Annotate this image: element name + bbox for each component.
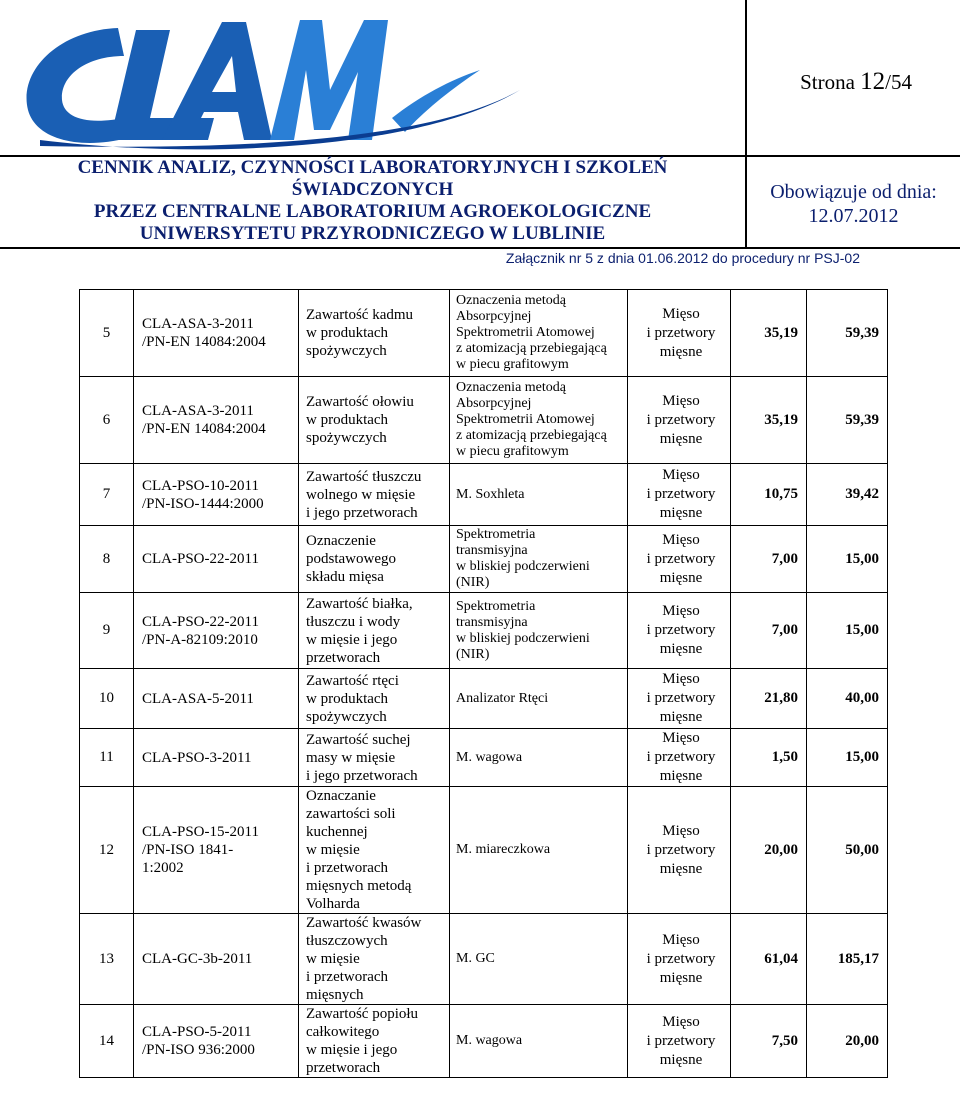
cell-line: masy w mięsie bbox=[306, 749, 396, 766]
material-type bbox=[628, 669, 731, 729]
analysis-description bbox=[299, 669, 450, 729]
cell-line: mięsne bbox=[659, 430, 703, 447]
cell-line: w piecu grafitowym bbox=[456, 357, 569, 372]
cell-line: /PN-EN 14084:2004 bbox=[142, 421, 266, 437]
cell-line: CLA-ASA-5-2011 bbox=[142, 690, 254, 707]
cell-line: Zawartość tłuszczu bbox=[306, 468, 422, 485]
procedure-code bbox=[134, 729, 299, 787]
table-row bbox=[80, 464, 888, 526]
cell-line: Oznaczenie bbox=[306, 533, 376, 549]
cell-line: mięsne bbox=[659, 1051, 703, 1068]
cell-line: Zawartość ołowiu bbox=[306, 394, 414, 410]
price-2: 185,17 bbox=[807, 914, 888, 1005]
cell-line: CLA-PSO-3-2011 bbox=[142, 749, 252, 766]
cell-line: M. wagowa bbox=[456, 749, 523, 765]
cell-line: zawartości soli bbox=[306, 806, 396, 822]
procedure-code bbox=[134, 593, 299, 669]
cell-line: i jego przetworach bbox=[306, 504, 418, 521]
cell-line: z atomizacją przebiegającą bbox=[456, 341, 607, 356]
analysis-description bbox=[299, 787, 450, 914]
procedure-code bbox=[134, 914, 299, 1005]
price-2: 15,00 bbox=[807, 729, 888, 787]
row-number: 11 bbox=[80, 729, 134, 787]
cell-line: w mięsie bbox=[306, 842, 360, 858]
analysis-description bbox=[299, 593, 450, 669]
row-number: 8 bbox=[80, 526, 134, 593]
cell-line: w mięsie bbox=[306, 951, 360, 967]
cell-line: tłuszczu i wody bbox=[306, 613, 401, 630]
cell-line: i przetwory bbox=[646, 1032, 716, 1049]
cell-line: i przetwory bbox=[646, 550, 716, 567]
cell-line: mięsne bbox=[659, 343, 703, 360]
cell-line: Spektrometrii Atomowej bbox=[456, 412, 595, 427]
price-2: 40,00 bbox=[807, 669, 888, 729]
table-row bbox=[80, 1005, 888, 1078]
analysis-method bbox=[450, 593, 628, 669]
price-1: 7,50 bbox=[731, 1005, 807, 1078]
row-number: 9 bbox=[80, 593, 134, 669]
cell-line: /PN-ISO-1444:2000 bbox=[142, 495, 264, 512]
cell-line: Spektrometrii Atomowej bbox=[456, 325, 595, 340]
cell-line: /PN-EN 14084:2004 bbox=[142, 334, 266, 350]
cell-line: mięsne bbox=[659, 505, 703, 521]
cell-line: (NIR) bbox=[456, 575, 490, 590]
table-row bbox=[80, 593, 888, 669]
page-total: /54 bbox=[885, 70, 912, 94]
analysis-description bbox=[299, 1005, 450, 1078]
title-line: CENNIK ANALIZ, CZYNNOŚCI LABORATORYJNYCH I SZKOLEŃ bbox=[77, 157, 668, 178]
cell-line: spożywczych bbox=[306, 708, 387, 725]
cell-line: CLA-ASA-3-2011 bbox=[142, 403, 254, 419]
price-2: 59,39 bbox=[807, 377, 888, 464]
cell-line: Zawartość białka, bbox=[306, 595, 413, 612]
cell-line: w mięsie i jego bbox=[306, 1042, 398, 1058]
cell-line: spożywczych bbox=[306, 343, 387, 359]
cell-line: i przetwory bbox=[646, 841, 716, 858]
cell-line: CLA-GC-3b-2011 bbox=[142, 951, 253, 967]
material-type bbox=[628, 464, 731, 526]
cell-line: Mięso bbox=[662, 931, 700, 948]
analysis-method bbox=[450, 377, 628, 464]
cell-line: i przetwory bbox=[646, 486, 716, 502]
procedure-code bbox=[134, 1005, 299, 1078]
price-2: 15,00 bbox=[807, 593, 888, 669]
cell-line: z atomizacją przebiegającą bbox=[456, 428, 607, 443]
title-line: UNIWERSYTETU PRZYRODNICZEGO W LUBLINIE bbox=[139, 223, 606, 244]
procedure-code bbox=[134, 290, 299, 377]
cell-line: Spektrometria bbox=[456, 527, 536, 542]
cell-line: tłuszczowych bbox=[306, 933, 388, 949]
row-number: 12 bbox=[80, 787, 134, 914]
material-type bbox=[628, 914, 731, 1005]
price-2: 59,39 bbox=[807, 290, 888, 377]
cell-line: w piecu grafitowym bbox=[456, 444, 569, 459]
row-number: 5 bbox=[80, 290, 134, 377]
price-table bbox=[79, 289, 888, 1078]
cell-line: mięsne bbox=[659, 860, 703, 877]
procedure-code bbox=[134, 787, 299, 914]
cell-line: podstawowego bbox=[306, 551, 396, 567]
cell-line: Mięso bbox=[662, 531, 700, 548]
analysis-method bbox=[450, 787, 628, 914]
cell-line: Analizator Rtęci bbox=[456, 690, 549, 706]
page-current: 12 bbox=[860, 68, 886, 95]
page-number bbox=[800, 68, 912, 96]
price-1: 1,50 bbox=[731, 729, 807, 787]
cell-line: całkowitego bbox=[306, 1024, 380, 1040]
cell-line: CLA-ASA-3-2011 bbox=[142, 316, 254, 332]
cell-line: mięsnych metodą bbox=[306, 878, 412, 894]
cell-line: /PN-ISO 1841- bbox=[142, 842, 234, 858]
table-row bbox=[80, 729, 888, 787]
cell-line: i przetwory bbox=[646, 324, 716, 341]
cell-line: /PN-ISO 936:2000 bbox=[142, 1042, 255, 1058]
cell-line: w produktach bbox=[306, 690, 389, 707]
cell-line: transmisyjna bbox=[456, 543, 528, 558]
material-type bbox=[628, 377, 731, 464]
analysis-description bbox=[299, 526, 450, 593]
procedure-code bbox=[134, 526, 299, 593]
cell-line: 1:2002 bbox=[142, 860, 184, 876]
analysis-method bbox=[450, 914, 628, 1005]
page-label: Strona bbox=[800, 70, 855, 94]
analysis-description bbox=[299, 914, 450, 1005]
cell-line: M. miareczkowa bbox=[456, 842, 551, 857]
cell-line: M. GC bbox=[456, 951, 495, 966]
cell-line: i przetwory bbox=[646, 622, 716, 638]
cell-line: CLA-PSO-22-2011 bbox=[142, 551, 259, 567]
cell-line: CLA-PSO-22-2011 bbox=[142, 613, 259, 630]
cell-line: kuchennej bbox=[306, 824, 368, 840]
cell-line: Zawartość popiołu bbox=[306, 1006, 419, 1022]
cell-line: Oznaczenia metodą bbox=[456, 293, 566, 308]
analysis-description bbox=[299, 377, 450, 464]
cell-line: mięsne bbox=[659, 641, 703, 657]
analysis-method bbox=[450, 729, 628, 787]
cell-line: mięsnych bbox=[306, 987, 364, 1003]
cell-line: przetworach bbox=[306, 1060, 381, 1076]
table-row bbox=[80, 377, 888, 464]
table-row bbox=[80, 290, 888, 377]
cell-line: spożywczych bbox=[306, 430, 387, 446]
table-row bbox=[80, 526, 888, 593]
analysis-description bbox=[299, 729, 450, 787]
cell-line: CLA-PSO-15-2011 bbox=[142, 824, 259, 840]
cell-line: i przetwory bbox=[646, 411, 716, 428]
cell-line: i przetwory bbox=[646, 749, 716, 765]
table-row bbox=[80, 914, 888, 1005]
analysis-method bbox=[450, 1005, 628, 1078]
document-header bbox=[0, 0, 960, 266]
analysis-description bbox=[299, 464, 450, 526]
price-2: 39,42 bbox=[807, 464, 888, 526]
logo-area bbox=[0, 0, 747, 157]
cell-line: Oznaczenia metodą bbox=[456, 380, 566, 395]
cell-line: Volharda bbox=[306, 896, 360, 912]
cell-line: Zawartość rtęci bbox=[306, 672, 399, 689]
cell-line: Zawartość suchej bbox=[306, 731, 411, 748]
procedure-code bbox=[134, 464, 299, 526]
cell-line: w mięsie i jego bbox=[306, 631, 398, 648]
cell-line: Absorpcyjnej bbox=[456, 309, 532, 324]
cell-line: Mięso bbox=[662, 822, 700, 839]
page-indicator bbox=[747, 0, 960, 157]
cell-line: wolnego w mięsie bbox=[306, 486, 416, 503]
material-type bbox=[628, 290, 731, 377]
cell-line: Mięso bbox=[662, 603, 700, 619]
cell-line: i przetwory bbox=[646, 950, 716, 967]
cell-line: M. Soxhleta bbox=[456, 486, 525, 502]
price-table-body bbox=[80, 290, 888, 1078]
row-number: 14 bbox=[80, 1005, 134, 1078]
price-2: 15,00 bbox=[807, 526, 888, 593]
cell-line: CLA-PSO-5-2011 bbox=[142, 1024, 252, 1040]
cell-line: Mięso bbox=[662, 730, 700, 746]
material-type bbox=[628, 787, 731, 914]
price-2: 50,00 bbox=[807, 787, 888, 914]
cell-line: Mięso bbox=[662, 1013, 700, 1030]
cell-line: i przetwory bbox=[646, 690, 716, 706]
cell-line: mięsne bbox=[659, 569, 703, 586]
cell-line: transmisyjna bbox=[456, 614, 528, 630]
cell-line: w produktach bbox=[306, 325, 389, 341]
validity-box bbox=[747, 157, 960, 249]
analysis-method bbox=[450, 464, 628, 526]
cla-logo bbox=[0, 0, 745, 155]
cell-line: Mięso bbox=[662, 392, 700, 409]
row-number: 13 bbox=[80, 914, 134, 1005]
document-title bbox=[0, 157, 747, 249]
price-1: 7,00 bbox=[731, 593, 807, 669]
cell-line: (NIR) bbox=[456, 646, 490, 662]
cell-line: Mięso bbox=[662, 467, 700, 483]
price-1: 35,19 bbox=[731, 290, 807, 377]
cell-line: w produktach bbox=[306, 412, 389, 428]
validity-label: Obowiązuje od dnia: bbox=[770, 181, 937, 203]
cell-line: Spektrometria bbox=[456, 598, 536, 614]
cell-line: mięsne bbox=[659, 709, 703, 725]
material-type bbox=[628, 593, 731, 669]
row-number: 6 bbox=[80, 377, 134, 464]
price-1: 61,04 bbox=[731, 914, 807, 1005]
cell-line: mięsne bbox=[659, 969, 703, 986]
procedure-code bbox=[134, 377, 299, 464]
analysis-description bbox=[299, 290, 450, 377]
material-type bbox=[628, 729, 731, 787]
price-2: 20,00 bbox=[807, 1005, 888, 1078]
attachment-note: Załącznik nr 5 z dnia 01.06.2012 do procedury nr PSJ-02 bbox=[505, 250, 860, 266]
cell-line: mięsne bbox=[659, 768, 703, 784]
cell-line: Oznaczanie bbox=[306, 788, 376, 804]
analysis-method bbox=[450, 290, 628, 377]
cell-line: i przetworach bbox=[306, 969, 389, 985]
cell-line: składu mięsa bbox=[306, 569, 384, 585]
material-type bbox=[628, 1005, 731, 1078]
row-number: 7 bbox=[80, 464, 134, 526]
validity-date: 12.07.2012 bbox=[808, 205, 899, 227]
cell-line: /PN-A-82109:2010 bbox=[142, 631, 258, 648]
analysis-method bbox=[450, 669, 628, 729]
cell-line: M. wagowa bbox=[456, 1033, 523, 1048]
cell-line: CLA-PSO-10-2011 bbox=[142, 477, 259, 494]
cell-line: Zawartość kwasów bbox=[306, 915, 422, 931]
price-1: 7,00 bbox=[731, 526, 807, 593]
price-1: 35,19 bbox=[731, 377, 807, 464]
table-row bbox=[80, 787, 888, 914]
cell-line: w bliskiej podczerwieni bbox=[456, 559, 590, 574]
procedure-code bbox=[134, 669, 299, 729]
table-row bbox=[80, 669, 888, 729]
cell-line: Mięso bbox=[662, 305, 700, 322]
cell-line: przetworach bbox=[306, 649, 381, 666]
title-line: ŚWIADCZONYCH bbox=[291, 179, 454, 200]
price-1: 10,75 bbox=[731, 464, 807, 526]
title-line: PRZEZ CENTRALNE LABORATORIUM AGROEKOLOGICZNE bbox=[93, 201, 652, 222]
cell-line: Zawartość kadmu bbox=[306, 307, 414, 323]
price-1: 21,80 bbox=[731, 669, 807, 729]
analysis-method bbox=[450, 526, 628, 593]
price-1: 20,00 bbox=[731, 787, 807, 914]
cell-line: i jego przetworach bbox=[306, 767, 418, 784]
cell-line: Absorpcyjnej bbox=[456, 396, 532, 411]
material-type bbox=[628, 526, 731, 593]
cell-line: Mięso bbox=[662, 671, 700, 687]
row-number: 10 bbox=[80, 669, 134, 729]
cell-line: i przetworach bbox=[306, 860, 389, 876]
cell-line: w bliskiej podczerwieni bbox=[456, 630, 590, 646]
